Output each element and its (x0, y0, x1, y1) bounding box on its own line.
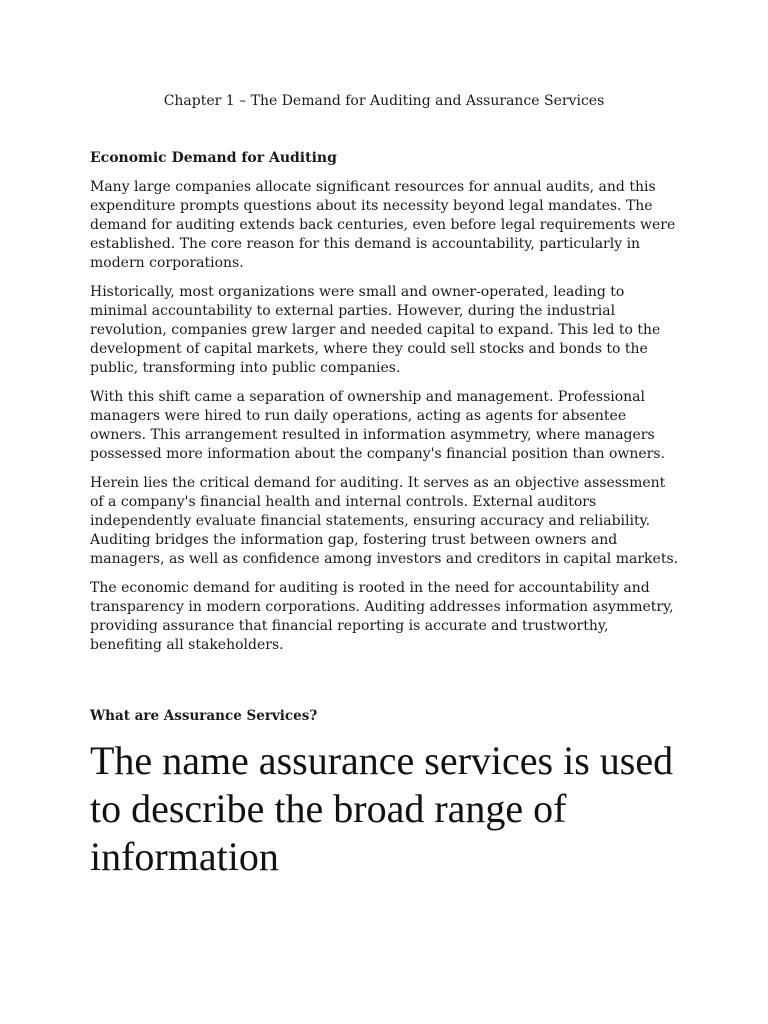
paragraph-1: Many large companies allocate significant resources for annual audits, and this expenditure prompts questions about its necessity beyond legal mandates. The demand for auditing extends back centuries, even before legal requirements were established. The core reason for this demand is accountability, particularly in modern corporations. (90, 179, 676, 271)
paragraph-4: Herein lies the critical demand for auditing. It serves as an objective assessment of a company's financial health and internal controls. External auditors independently evaluate financial statements, ensuring accuracy and reliability. Auditing bridges the information gap, fostering trust between owners and managers, as well as confidence among investors and creditors in capital markets. (90, 475, 679, 567)
section-heading-economic-demand: Economic Demand for Auditing (90, 150, 337, 166)
paragraph-3: With this shift came a separation of ownership and management. Professional managers were hired to run daily operations, acting as agents for absentee owners. This arrangement resulted in information asymmetry, where managers possessed more information about the company's financial position than owners. (90, 389, 665, 462)
section-heading-assurance-services: What are Assurance Services? (90, 708, 318, 724)
paragraph-5: The economic demand for auditing is rooted in the need for accountability and transparency in modern corporations. Auditing addresses information asymmetry, providing assurance that financial reporting is accurate and trustworthy, benefiting all stakeholders. (90, 580, 674, 653)
large-body-text: The name assurance services is used to describe the broad range of information (90, 738, 674, 879)
paragraph-2: Historically, most organizations were small and owner-operated, leading to minimal accountability to external parties. However, during the industrial revolution, companies grew larger and needed capital to expand. This led to the development of capital markets, where they could sell stocks and bonds to the public, transforming into public companies. (90, 284, 661, 376)
section-economic-demand (90, 149, 680, 665)
chapter-title: Chapter 1 – The Demand for Auditing and Assurance Services (163, 93, 605, 109)
